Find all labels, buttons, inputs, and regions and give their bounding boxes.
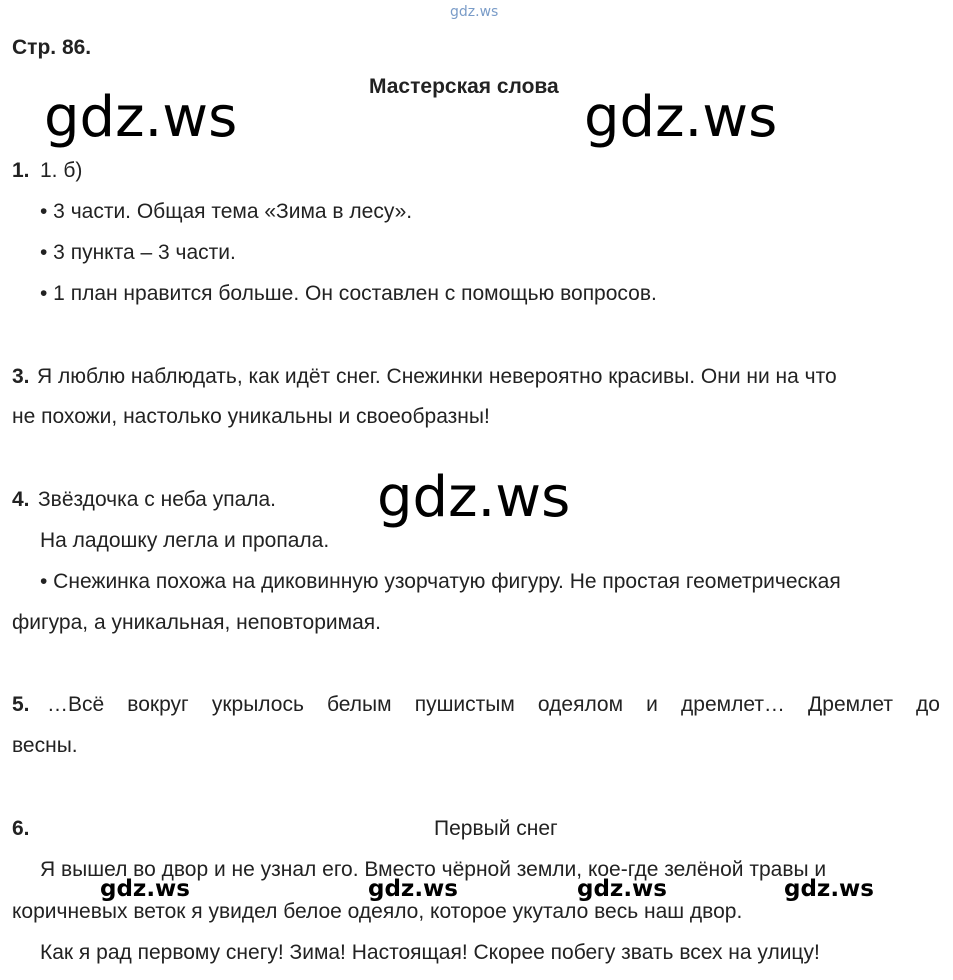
task-1-bullet-1: • 3 части. Общая тема «Зима в лесу».: [40, 200, 413, 223]
task-4-line-3: • Снежинка похожа на диковинную узорчатую фигуру. Не простая геометрическая: [40, 570, 841, 593]
task-6-line-1: Я вышел во двор и не узнал его. Вместо чёрной земли, кое-где зелёной травы и: [40, 858, 827, 881]
task-1-bullet-2: • 3 пункта – 3 части.: [40, 241, 236, 264]
task-4-line-2: На ладошку легла и пропала.: [40, 529, 330, 552]
watermark-large-1: gdz.ws: [44, 85, 238, 150]
section-heading: Мастерская слова: [369, 75, 559, 98]
watermark-large-3: gdz.ws: [377, 465, 571, 530]
watermark-top: gdz.ws: [450, 4, 499, 20]
watermark-small-2: gdz.ws: [368, 876, 458, 902]
task-1-answer: 1. б): [40, 159, 83, 182]
task-4-line-4: фигура, а уникальная, неповторимая.: [12, 611, 381, 634]
watermark-small-4: gdz.ws: [784, 876, 874, 902]
task-4-line-1: Звёздочка с неба упала.: [38, 488, 277, 511]
task-number-3: 3.: [12, 365, 30, 388]
task-5-line-2: весны.: [12, 734, 78, 757]
task-number-4: 4.: [12, 488, 30, 511]
watermark-small-1: gdz.ws: [100, 876, 190, 902]
task-3-line-1: Я люблю наблюдать, как идёт снег. Снежинки невероятно красивы. Они ни на что: [37, 365, 837, 388]
task-number-5: 5.: [12, 693, 30, 716]
task-3-line-2: не похожи, настолько уникальны и своеобразны!: [12, 405, 490, 428]
task-6-line-2: коричневых веток я увидел белое одеяло, которое укутало весь наш двор.: [12, 900, 743, 923]
task-6-title: Первый снег: [434, 817, 558, 840]
task-5-line-1: …Всё вокруг укрылось белым пушистым одеялом и дремлет… Дремлет до: [47, 693, 940, 716]
watermark-small-3: gdz.ws: [577, 876, 667, 902]
watermark-large-2: gdz.ws: [584, 85, 778, 150]
task-number-1: 1.: [12, 159, 30, 182]
task-number-6: 6.: [12, 817, 30, 840]
task-6-line-3: Как я рад первому снегу! Зима! Настоящая! Скорее побегу звать всех на улицу!: [40, 941, 820, 964]
task-1-bullet-3: • 1 план нравится больше. Он составлен с помощью вопросов.: [40, 282, 657, 305]
page-label: Стр. 86.: [12, 36, 92, 59]
